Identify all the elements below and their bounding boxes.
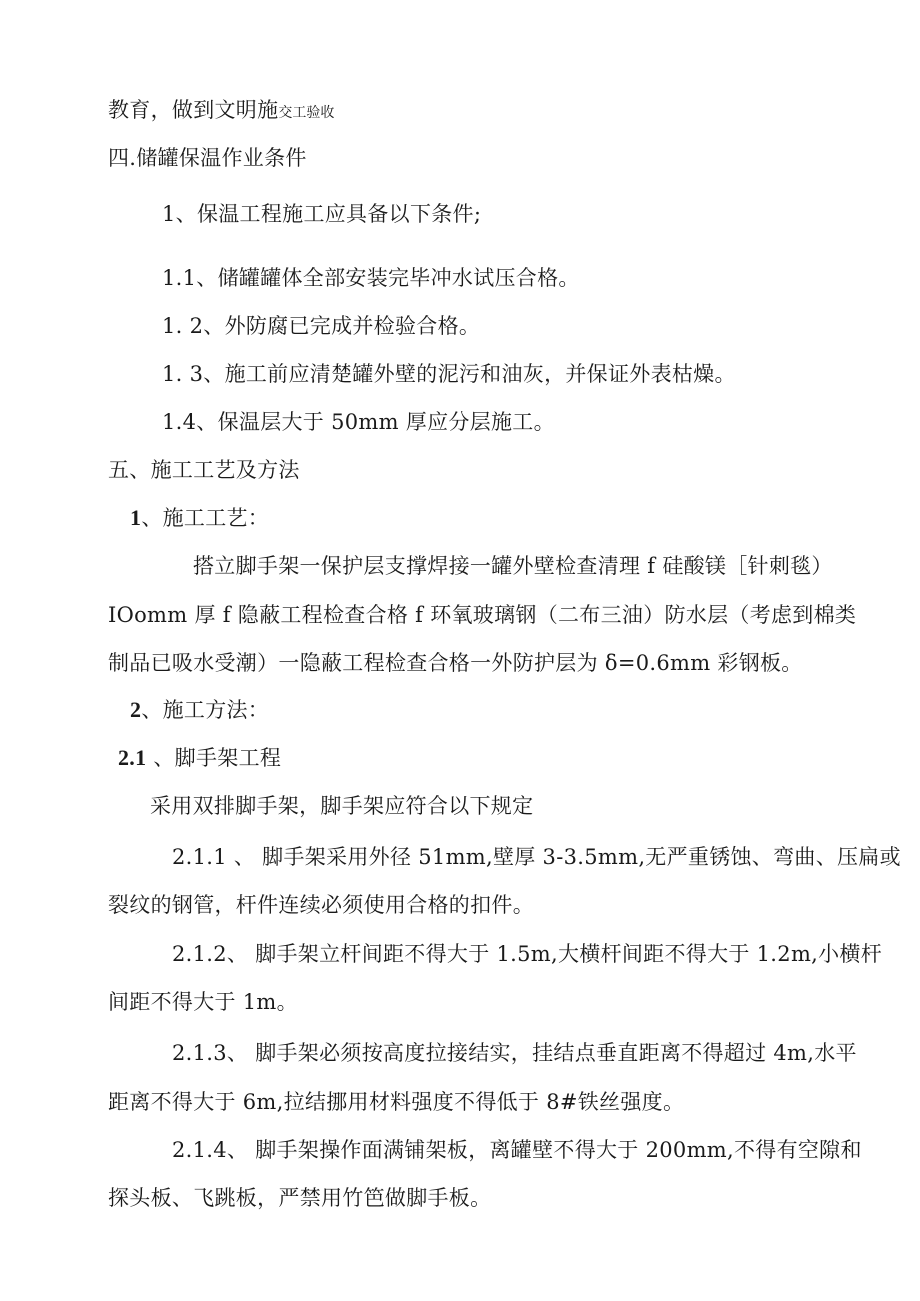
text-line: 1.4、保温层大于 50mm 厚应分层施工。 [162,410,555,434]
text-small: 交工验收 [278,105,335,121]
heading-text: 、脚手架工程 [146,746,282,770]
text-main: 教育，做到文明施 [108,98,279,122]
heading-number: 2 [130,697,142,722]
heading-text: 、施工方法： [141,698,270,722]
subsection-heading [118,745,281,771]
text-line: 采用双排脚手架，脚手架应符合以下规定 [150,794,534,818]
subsection-heading [130,505,269,531]
text-line: 探头板、飞跳板，严禁用竹笆做脚手板。 [108,1186,492,1210]
subsection-heading [130,697,269,723]
text-line: 裂纹的钢管，杆件连续必须使用合格的扣件。 [108,893,534,917]
text-line: 距离不得大于 6m,拉结挪用材料强度不得低于 8#铁丝强度。 [108,1090,685,1114]
heading-number: 1 [130,505,142,530]
text-line: 2.1.2、 脚手架立杆间距不得大于 1.5m,大横杆间距不得大于 1.2m,小横杆 [172,942,883,966]
text-line: 2.1.1 、 脚手架采用外径 51mm,壁厚 3-3.5mm,无严重锈蚀、弯曲、压扁或 [172,845,901,869]
text-line: 1. 3、施工前应清楚罐外壁的泥污和油灰，并保证外表枯燥。 [162,362,736,386]
text-line: 2.1.4、 脚手架操作面满铺架板，离罐壁不得大于 200mm,不得有空隙和 [172,1138,862,1162]
text-line: 制品已吸水受潮）一隐蔽工程检查合格一外防护层为 δ=0.6mm 彩钢板。 [108,651,803,675]
text-line: 搭立脚手架一保护层支撑焊接一罐外壁检查清理 f 硅酸镁［针刺毯） [193,554,833,578]
text-line: 2.1.3、 脚手架必须按高度拉接结实，挂结点垂直距离不得超过 4m,水平 [172,1041,857,1065]
text-line: IOomm 厚 f 隐蔽工程检查合格 f 环氧玻璃钢（二布三油）防水层（考虑到棉类 [108,603,857,627]
heading-text: 、施工工艺： [141,506,270,530]
text-line: 1. 2、外防腐已完成并检验合格。 [162,314,481,338]
heading-number: 2.1 [118,745,147,770]
section-heading: 五、施工工艺及方法 [108,458,300,482]
text-line [108,97,334,126]
text-line: 1、保温工程施工应具备以下条件; [162,202,482,226]
text-line: 1.1、储罐罐体全部安装完毕冲水试压合格。 [162,266,580,290]
text-line: 间距不得大于 1m。 [108,990,298,1014]
section-heading: 四.储罐保温作业条件 [108,146,307,170]
